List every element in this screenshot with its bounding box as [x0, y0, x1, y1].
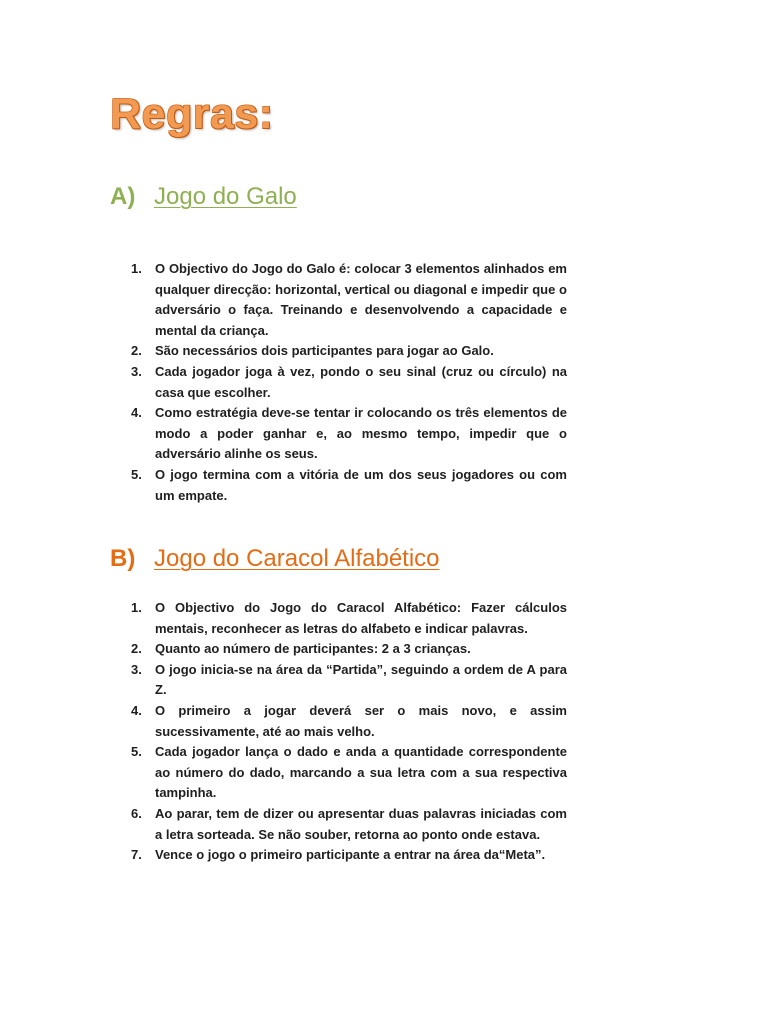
section-heading-jogo-do-caracol — [110, 544, 440, 574]
list-item-number: 2. — [131, 641, 142, 657]
section-name: Jogo do Galo — [154, 183, 297, 210]
section-heading-jogo-do-galo — [110, 182, 297, 212]
list-item — [131, 403, 567, 465]
list-item-number: 4. — [131, 702, 142, 718]
section-letter: A) — [110, 183, 136, 210]
list-item-number: 7. — [131, 847, 142, 863]
list-item-number: 6. — [131, 805, 142, 821]
list-item-number: 5. — [131, 466, 142, 482]
section-name: Jogo do Caracol Alfabético — [154, 545, 440, 572]
list-item-text: Cada jogador joga à vez, pondo o seu sinal (cruz ou círculo) na casa que escolher. — [155, 363, 567, 400]
list-item-text: Quanto ao número de participantes: 2 a 3 crianças. — [155, 641, 471, 657]
list-item-number: 3. — [131, 661, 142, 677]
list-item — [131, 804, 567, 845]
list-item — [131, 341, 567, 362]
page-title: Regras: — [110, 90, 274, 138]
list-item-text: O Objectivo do Jogo do Caracol Alfabético: Fazer cálculos mentais, reconhecer as letras do alfabeto e indicar palavras. — [155, 600, 567, 636]
list-item-number: 2. — [131, 343, 142, 359]
list-item-text: Cada jogador lança o dado e anda a quantidade correspondente ao número do dado, marcando a sua letra com a sua respectiva tampinha. — [155, 744, 567, 801]
list-item-text: O jogo inicia-se na área da “Partida”, seguindo a ordem de A para Z. — [155, 661, 567, 698]
list-item — [131, 742, 567, 804]
list-item-number: 1. — [131, 261, 142, 276]
list-item-text: São necessários dois participantes para jogar ao Galo. — [155, 343, 494, 359]
list-item — [131, 701, 567, 742]
list-item-number: 4. — [131, 405, 142, 421]
list-item-text: O jogo termina com a vitória de um dos seus jogadores ou com um empate. — [155, 466, 567, 503]
list-item — [131, 598, 567, 639]
list-item-text: Ao parar, tem de dizer ou apresentar duas palavras iniciadas com a letra sorteada. Se não souber, retorna ao ponto onde estava. — [155, 805, 567, 842]
list-item-number: 3. — [131, 363, 142, 379]
list-item-text: Vence o jogo o primeiro participante a entrar na área da“Meta”. — [155, 847, 546, 863]
list-item — [131, 465, 567, 506]
list-item-number: 1. — [131, 600, 142, 615]
list-item-text: O Objectivo do Jogo do Galo é: colocar 3 elementos alinhados em qualquer direcção: horizontal, vertical ou diagonal e impedir que o adversário o faça. Treinando e desenvolvendo a capacidade e mental da criança. — [155, 261, 567, 338]
list-item — [131, 845, 567, 866]
list-item — [131, 259, 567, 341]
rules-list-jogo-do-caracol — [131, 598, 567, 866]
list-item — [131, 660, 567, 701]
list-item — [131, 362, 567, 403]
list-item-text: O primeiro a jogar deverá ser o mais novo, e assim sucessivamente, até ao mais velho. — [155, 702, 567, 739]
list-item — [131, 639, 567, 660]
list-item-number: 5. — [131, 744, 142, 760]
section-letter: B) — [110, 545, 136, 572]
list-item-text: Como estratégia deve-se tentar ir colocando os três elementos de modo a poder ganhar e, ao mesmo tempo, impedir que o adversário alinhe os seus. — [155, 405, 567, 462]
rules-list-jogo-do-galo — [131, 259, 567, 506]
